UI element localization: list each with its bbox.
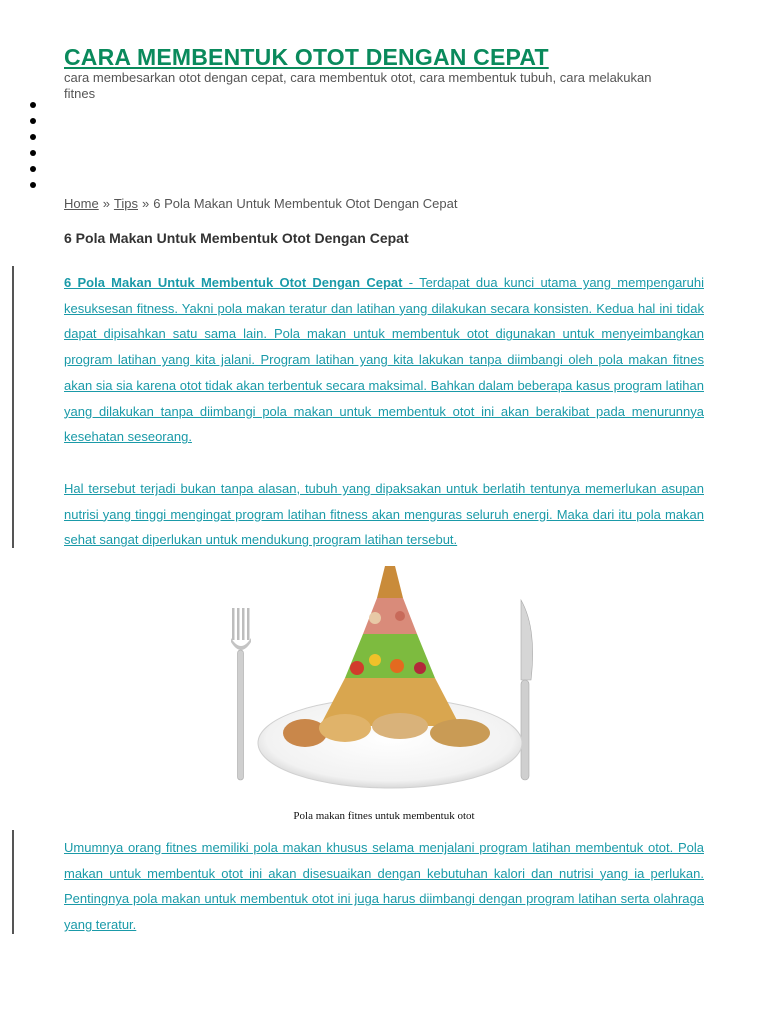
site-title[interactable]: CARA MEMBENTUK OTOT DENGAN CEPAT [64, 44, 549, 70]
post-lead-link[interactable]: 6 Pola Makan Untuk Membentuk Otot Dengan Cepat [64, 275, 403, 290]
left-border-rule [12, 266, 14, 548]
site-description: cara membesarkan otot dengan cepat, cara membentuk otot, cara membentuk tubuh, cara melakukan fitnes [64, 70, 652, 101]
nav-bullet[interactable] [30, 118, 36, 124]
nav-bullet[interactable] [30, 134, 36, 140]
nav-bullet[interactable] [30, 166, 36, 172]
breadcrumb-separator: » [102, 196, 110, 211]
nav-bullet-list [30, 102, 36, 198]
breadcrumb-home-link[interactable]: Home [64, 196, 99, 211]
post-title: 6 Pola Makan Untuk Membentuk Otot Dengan Cepat [64, 230, 409, 246]
fork-icon [231, 608, 251, 780]
knife-icon [521, 600, 533, 780]
post-paragraph-2 [64, 476, 704, 553]
nav-bullet[interactable] [30, 182, 36, 188]
post-paragraph-2-text[interactable]: Hal tersebut terjadi bukan tanpa alasan, tubuh yang dipaksakan untuk berlatih tentunya memerlukan asupan nutrisi yang tinggi mengingat program latihan fitness akan menguras seluruh energi. Maka dari itu pola makan sehat sangat diperlukan untuk mendukung program latihan tersebut. [64, 481, 704, 548]
nav-bullet[interactable] [30, 150, 36, 156]
image-caption: Pola makan fitnes untuk membentuk otot [293, 810, 475, 822]
post-paragraph-1 [64, 270, 704, 450]
nav-bullet[interactable] [30, 102, 36, 108]
post-paragraph-3-text[interactable]: Umumnya orang fitnes memiliki pola makan khusus selama menjalani program latihan membentuk otot. Pola makan untuk membentuk otot ini akan disesuaikan dengan kebutuhan kalori dan nutrisi yang ia perlukan. Pentingnya pola makan untuk membentuk otot ini juga harus diimbangi dengan program latihan serta olahraga yang teratur. [64, 840, 704, 933]
breadcrumb-current: 6 Pola Makan Untuk Membentuk Otot Dengan Cepat [153, 196, 458, 211]
post-paragraph-3 [64, 835, 704, 938]
food-pyramid-plate-image [225, 558, 555, 798]
post-paragraph-1-text[interactable]: - Terdapat dua kunci utama yang mempengaruhi kesuksesan fitness. Yakni pola makan teratur dan latihan yang dilakukan secara konsisten. Kedua hal ini tidak dapat dipisahkan satu sama lain. Pola makan untuk membentuk otot digunakan untuk menyeimbangkan program latihan yang kita jalani. Program latihan yang kita lakukan tanpa diimbangi oleh pola makan fitnes akan sia sia karena otot tidak akan terbentuk secara maksimal. Bahkan dalam beberapa kasus program latihan yang dilakukan tanpa diimbangi pola makan untuk membentuk otot ini akan berakibat pada menurunnya kesehatan seseorang. [64, 275, 704, 445]
breadcrumb-separator: » [142, 196, 150, 211]
breadcrumb-tips-link[interactable]: Tips [113, 196, 138, 211]
breadcrumb [64, 196, 457, 211]
left-border-rule [12, 830, 14, 934]
